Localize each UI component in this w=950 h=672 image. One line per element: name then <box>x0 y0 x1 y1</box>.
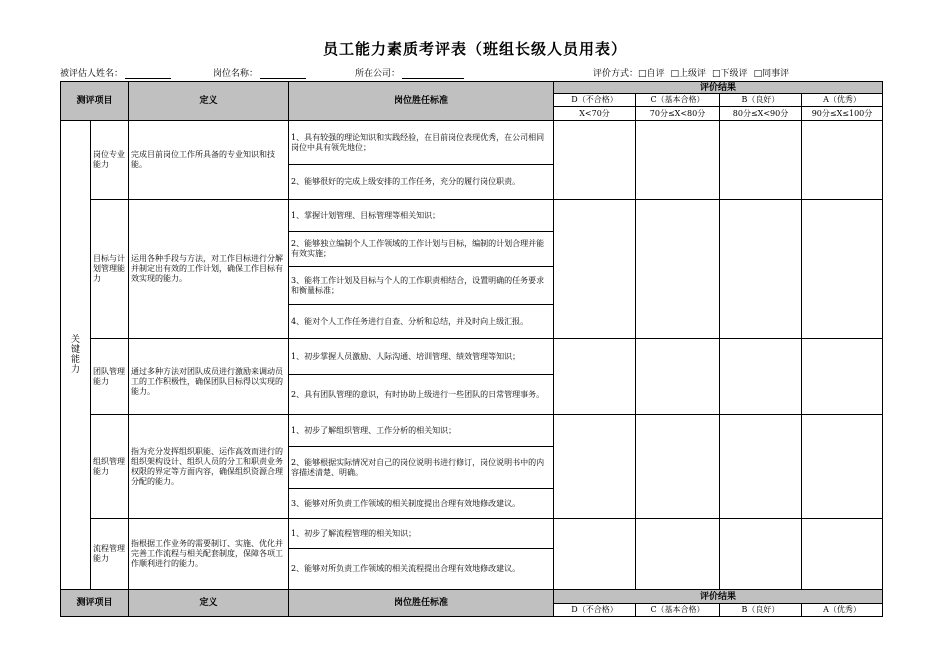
criterion: 4、能对个人工作任务进行自查、分析和总结，并及时向上级汇报。 <box>289 305 554 339</box>
score-a-cell[interactable] <box>802 200 883 339</box>
competency-definition: 指根据工作业务的需要制订、实施、优化并完善工作流程与相关配套制度，保障各项工作顺利进行的能力。 <box>129 519 289 590</box>
score-d-cell[interactable] <box>554 339 636 415</box>
method-self-checkbox[interactable]: □自评 <box>638 69 665 79</box>
competency-name: 目标与计划管理能力 <box>91 200 129 339</box>
range-b: 80分≤X<90分 <box>720 107 802 121</box>
method-peer-checkbox[interactable]: □同事评 <box>753 69 790 79</box>
header-item-repeat: 测评项目 <box>61 590 129 617</box>
competency-definition: 完成目前岗位工作所具备的专业知识和技能。 <box>129 121 289 200</box>
score-c-cell[interactable] <box>636 200 720 339</box>
competency-name: 流程管理能力 <box>91 519 129 590</box>
level-c: C（基本合格） <box>636 94 720 107</box>
level-b: B（良好） <box>720 94 802 107</box>
company-label: 所在公司： <box>355 69 401 79</box>
method-superior-checkbox[interactable]: □上级评 <box>670 69 707 79</box>
score-c-cell[interactable] <box>636 121 720 200</box>
competency-name: 岗位专业能力 <box>91 121 129 200</box>
position-label: 岗位名称： <box>213 69 259 79</box>
score-d-cell[interactable] <box>554 121 636 200</box>
position-field[interactable] <box>213 66 306 79</box>
category-key-competencies <box>61 121 91 590</box>
score-b-cell[interactable] <box>720 519 802 590</box>
score-b-cell[interactable] <box>720 415 802 519</box>
evaluation-table <box>60 81 883 617</box>
competency-name: 团队管理能力 <box>91 339 129 415</box>
header-definition: 定义 <box>129 82 289 121</box>
criterion: 2、能够独立编制个人工作领域的工作计划与目标，编制的计划合理并能有效实施； <box>289 232 554 267</box>
level-d: D（不合格） <box>554 94 636 107</box>
level-c-repeat: C（基本合格） <box>636 604 720 617</box>
score-a-cell[interactable] <box>802 415 883 519</box>
competency-definition: 指为充分发挥组织职能、运作高效而进行的组织架构设计、组织人员的分工和职责业务权限的界定等方面内容，确保组织资源合理分配的能力。 <box>129 415 289 519</box>
evaluatee-name-field[interactable] <box>60 66 171 79</box>
criterion: 1、初步了解流程管理的相关知识； <box>289 519 554 549</box>
level-a: A（优秀） <box>802 94 883 107</box>
score-c-cell[interactable] <box>636 339 720 415</box>
score-a-cell[interactable] <box>802 121 883 200</box>
range-c: 70分≤X<80分 <box>636 107 720 121</box>
position-blank[interactable] <box>260 69 306 79</box>
header-criteria: 岗位胜任标准 <box>289 82 554 121</box>
header-criteria-repeat: 岗位胜任标准 <box>289 590 554 617</box>
criterion: 2、能够很好的完成上级安排的工作任务，充分的履行岗位职责。 <box>289 165 554 200</box>
competency-definition: 运用各种手段与方法，对工作目标进行分解并制定出有效的工作计划，确保工作目标有效实现的能力。 <box>129 200 289 339</box>
evaluation-method-label: 评价方式： <box>593 69 639 79</box>
form-title: 员工能力素质考评表（班组长级人员用表） <box>322 40 627 58</box>
score-d-cell[interactable] <box>554 519 636 590</box>
score-a-cell[interactable] <box>802 339 883 415</box>
score-b-cell[interactable] <box>720 121 802 200</box>
score-b-cell[interactable] <box>720 339 802 415</box>
score-b-cell[interactable] <box>720 200 802 339</box>
score-c-cell[interactable] <box>636 519 720 590</box>
score-c-cell[interactable] <box>636 415 720 519</box>
criterion: 2、具有团队管理的意识，有时协助上级进行一些团队的日常管理事务。 <box>289 375 554 415</box>
criterion: 1、初步掌握人员激励、人际沟通、培训管理、绩效管理等知识； <box>289 339 554 375</box>
evaluatee-name-label: 被评估人姓名： <box>60 69 124 79</box>
criterion: 1、掌握计划管理、目标管理等相关知识； <box>289 200 554 232</box>
company-blank[interactable] <box>402 69 464 79</box>
score-d-cell[interactable] <box>554 200 636 339</box>
range-d: X<70分 <box>554 107 636 121</box>
competency-name: 组织管理能力 <box>91 415 129 519</box>
range-a: 90分≤X≤100分 <box>802 107 883 121</box>
company-field[interactable] <box>355 66 464 79</box>
criterion: 3、能够对所负责工作领域的相关制度提出合理有效地修改建议。 <box>289 489 554 519</box>
criterion: 1、初步了解组织管理、工作分析的相关知识； <box>289 415 554 447</box>
criterion: 1、具有较强的理论知识和实践经验，在目前岗位表现优秀，在公司相同岗位中具有领先地位； <box>289 121 554 165</box>
header-result: 评价结果 <box>554 82 883 94</box>
evaluation-method <box>593 66 795 79</box>
criterion: 2、能够根据实际情况对自己的岗位说明书进行修订，岗位说明书中的内容描述清楚、明确。 <box>289 447 554 489</box>
score-d-cell[interactable] <box>554 415 636 519</box>
header-definition-repeat: 定义 <box>129 590 289 617</box>
evaluatee-name-blank[interactable] <box>125 69 171 79</box>
level-a-repeat: A（优秀） <box>802 604 883 617</box>
category-label: 关键能力 <box>70 335 80 375</box>
score-a-cell[interactable] <box>802 519 883 590</box>
level-d-repeat: D（不合格） <box>554 604 636 617</box>
header-item: 测评项目 <box>61 82 129 121</box>
criterion: 2、能够对所负责工作领域的相关流程提出合理有效地修改建议。 <box>289 549 554 590</box>
method-subordinate-checkbox[interactable]: □下级评 <box>712 69 748 79</box>
criterion: 3、能将工作计划及目标与个人的工作职责相结合，设置明确的任务要求和衡量标准； <box>289 267 554 305</box>
competency-definition: 通过多种方法对团队成员进行激励来调动员工的工作积极性，确保团队目标得以实现的能力。 <box>129 339 289 415</box>
level-b-repeat: B（良好） <box>720 604 802 617</box>
header-result-repeat: 评价结果 <box>554 590 883 604</box>
